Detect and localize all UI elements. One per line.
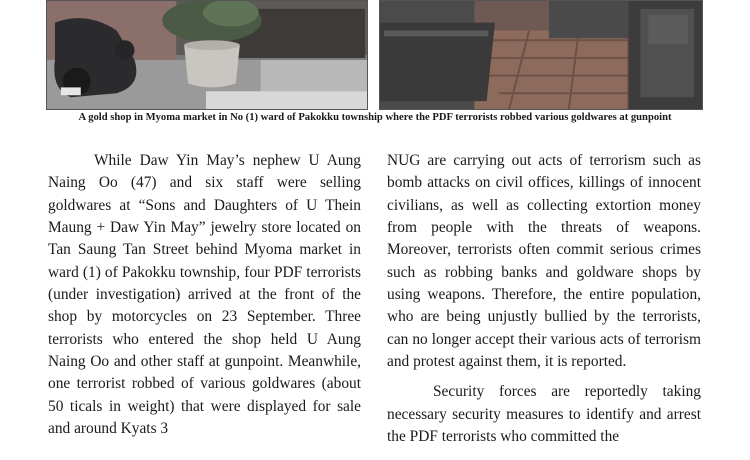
shop-interior-image [380,1,702,109]
photo-shop-interior [379,0,703,110]
article-column-left [48,150,361,440]
article-paragraph: NUG are carrying out acts of terrorism such as bomb attacks on civil offices, killings of innocent civilians, as well as collecting extortion money from people with the threats of weapons. Moreover, terrorists often commit serious crimes such as robbing banks and goldware shops by using weapons. Therefore, the entire population, who are being unjustly bullied by the terrorists, can no longer accept their various acts of terrorism and protest against them, it is reported. [387,152,701,371]
shop-front-image [47,1,367,109]
photo-caption: A gold shop in Myoma market in No (1) ward of Pakokku township where the PDF terrorists robbed various goldwares at gunpoint [78,112,672,123]
photo-shop-front [46,0,368,110]
article-paragraph: While Daw Yin May’s nephew U Aung Naing Oo (47) and six staff were selling goldwares at “Sons and Daughters of U Thein Maung + Daw Yin May” jewelry store located on Tan Saung Tan Street behind Myoma market in ward (1) of Pakokku township, four PDF terrorists (under investigation) arrived at the front of the shop by motorcycles on 23 September. Three terrorists who entered the shop held U Aung Naing Oo and other staff at gunpoint. Meanwhile, one terrorist robbed of various goldwares (about 50 ticals in weight) that were displayed for sale and around Kyats 3 [48,152,361,438]
article-column-right [387,150,701,448]
article-paragraph: Security forces are reportedly taking necessary security measures to identify and arrest the PDF terrorists who committed the [387,383,701,446]
